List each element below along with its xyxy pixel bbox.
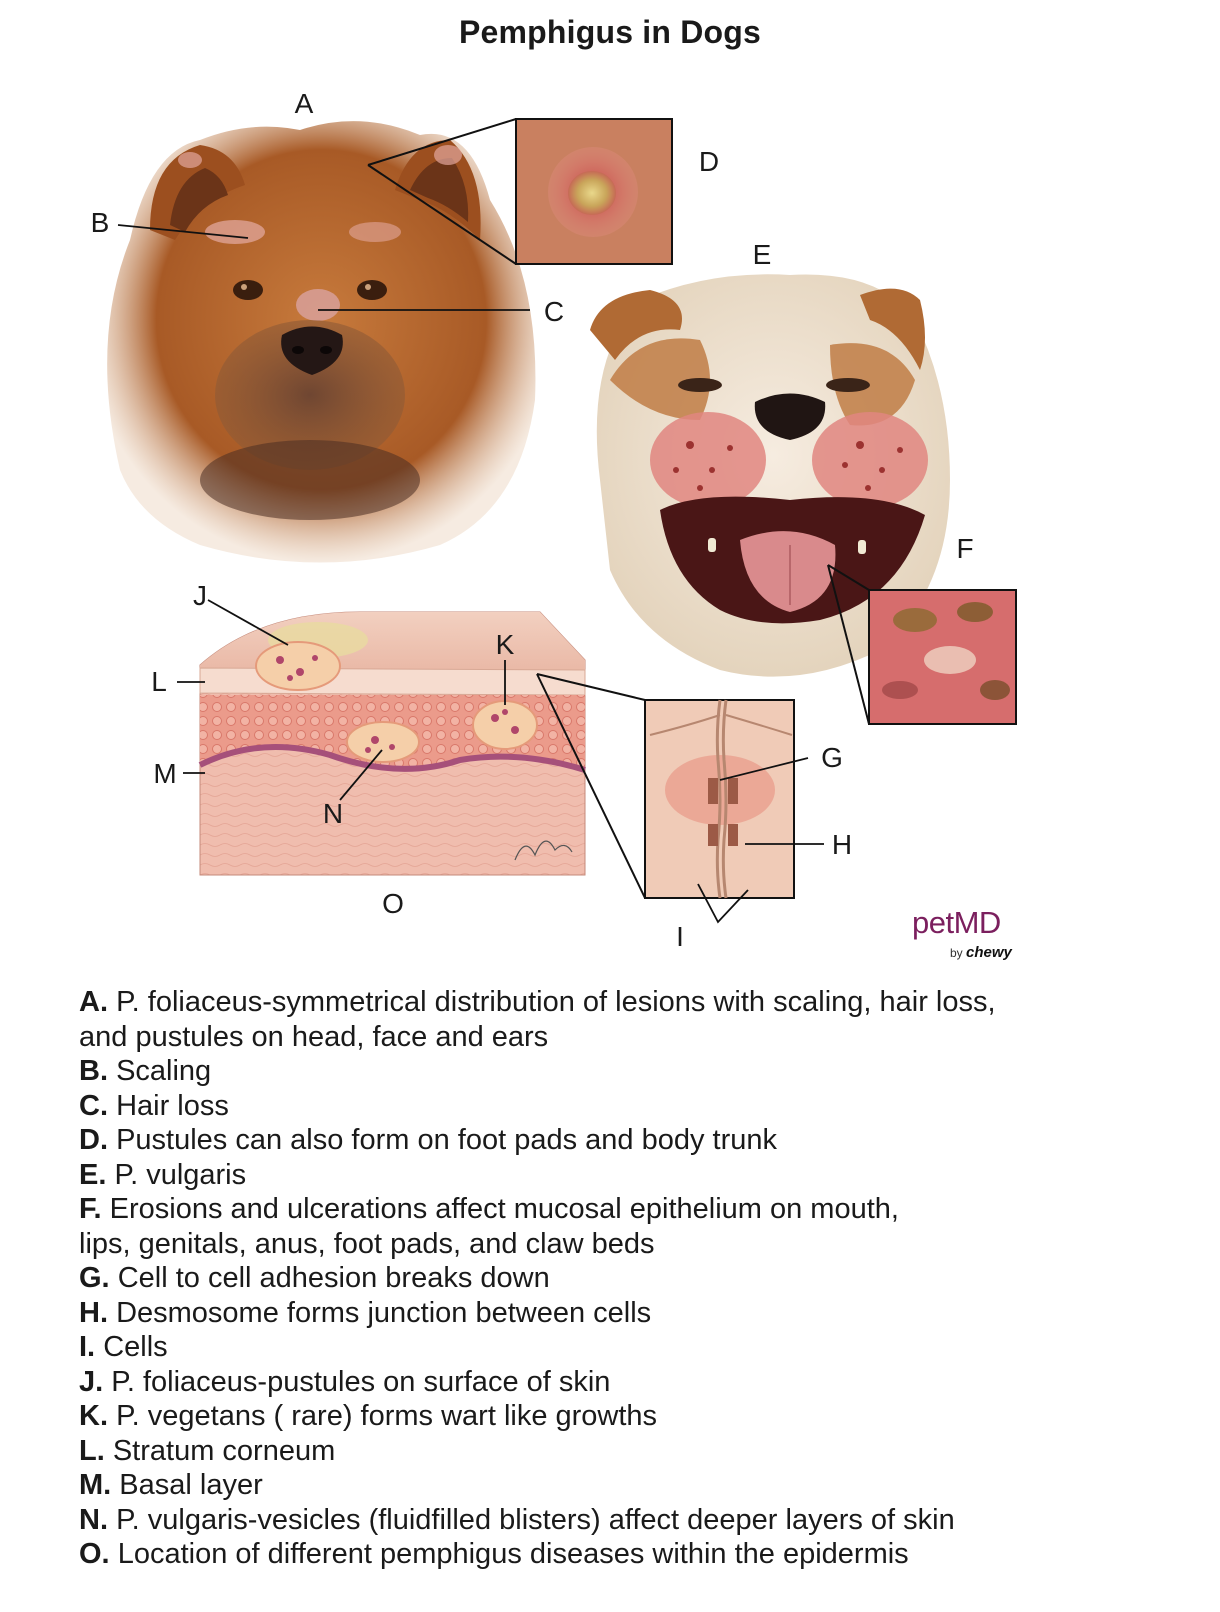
legend-item-continuation: lips, genitals, anus, foot pads, and claw beds: [79, 1227, 655, 1260]
legend-text: P. foliaceus-pustules on surface of skin: [111, 1365, 611, 1398]
legend-key: F.: [79, 1193, 102, 1225]
brand-by: by: [950, 946, 963, 960]
legend-item: [79, 1330, 1199, 1365]
label-m: M: [153, 758, 177, 789]
legend-key: L.: [79, 1434, 105, 1467]
label-n: N: [322, 798, 344, 829]
legend-text: Stratum corneum: [112, 1434, 336, 1467]
legend-item: [79, 1365, 1199, 1400]
legend-key: K.: [79, 1400, 108, 1432]
legend-key: G.: [79, 1262, 110, 1294]
label-h: H: [831, 829, 853, 860]
label-a: A: [294, 88, 314, 119]
legend-text: P. vulgaris: [114, 1158, 247, 1191]
legend-item: [79, 1537, 1199, 1572]
page-title: Pemphigus in Dogs: [458, 14, 762, 50]
legend-key: D.: [79, 1124, 108, 1156]
label-i: I: [676, 921, 684, 952]
label-k: K: [495, 629, 515, 660]
legend-item: [79, 1054, 1199, 1089]
legend-item: [79, 1296, 1199, 1331]
legend-item: [79, 1503, 1199, 1538]
erosion-closeup-inset: [869, 590, 1016, 724]
label-b: B: [90, 207, 110, 238]
label-f: F: [956, 533, 974, 564]
legend-text: Scaling: [116, 1055, 212, 1087]
legend-key: A.: [79, 986, 108, 1018]
legend-text: Hair loss: [116, 1089, 229, 1122]
legend-item: [79, 985, 1199, 1020]
chow-illustration: [107, 121, 535, 562]
legend-item: [79, 1158, 1199, 1193]
legend-text: P. foliaceus-symmetrical distribution of lesions with scaling, hair loss,: [116, 986, 996, 1018]
brand-parent: chewy: [966, 944, 1012, 961]
brand-byline: [950, 944, 1012, 961]
legend-text: Cells: [103, 1331, 168, 1363]
legend-text: Cell to cell adhesion breaks down: [117, 1262, 550, 1294]
label-j: J: [193, 580, 207, 611]
desmosome-inset: [645, 700, 794, 898]
legend-key: B.: [79, 1055, 108, 1087]
label-l: L: [151, 666, 167, 697]
skin-cross-section: [200, 612, 585, 875]
legend-item-continuation: and pustules on head, face and ears: [79, 1020, 549, 1053]
legend-key: I.: [79, 1331, 96, 1363]
legend-text: Desmosome forms junction between cells: [116, 1296, 652, 1329]
legend-text: Location of different pemphigus diseases within the epidermis: [117, 1538, 909, 1570]
legend-key: H.: [79, 1296, 108, 1329]
legend-key: C.: [79, 1089, 108, 1122]
label-o: O: [382, 888, 404, 919]
legend-key: E.: [79, 1158, 107, 1191]
legend-item: [79, 1123, 1199, 1158]
legend-item: [79, 1192, 1199, 1227]
label-c: C: [543, 296, 565, 327]
legend-key: M.: [79, 1469, 112, 1501]
legend-text: Erosions and ulcerations affect mucosal epithelium on mouth,: [109, 1193, 899, 1225]
legend-text: P. vegetans ( rare) forms wart like growths: [116, 1400, 658, 1432]
legend-key: J.: [79, 1365, 104, 1398]
label-d: D: [698, 146, 720, 177]
legend-item: [79, 1089, 1199, 1124]
legend-item: [79, 1468, 1199, 1503]
legend-item: [79, 1261, 1199, 1296]
legend-item: [79, 1399, 1199, 1434]
label-g: G: [821, 742, 843, 773]
label-e: E: [752, 239, 772, 270]
legend: [79, 985, 1199, 1572]
legend-key: O.: [79, 1538, 110, 1570]
legend-item: [79, 1434, 1199, 1469]
legend-key: N.: [79, 1503, 108, 1536]
legend-text: Pustules can also form on foot pads and body trunk: [116, 1124, 778, 1156]
legend-text: Basal layer: [119, 1469, 263, 1501]
brand-logo: petMD: [912, 905, 1001, 940]
pustule-closeup-inset: [516, 119, 672, 264]
legend-text: P. vulgaris-vesicles (fluidfilled blisters) affect deeper layers of skin: [116, 1503, 955, 1536]
